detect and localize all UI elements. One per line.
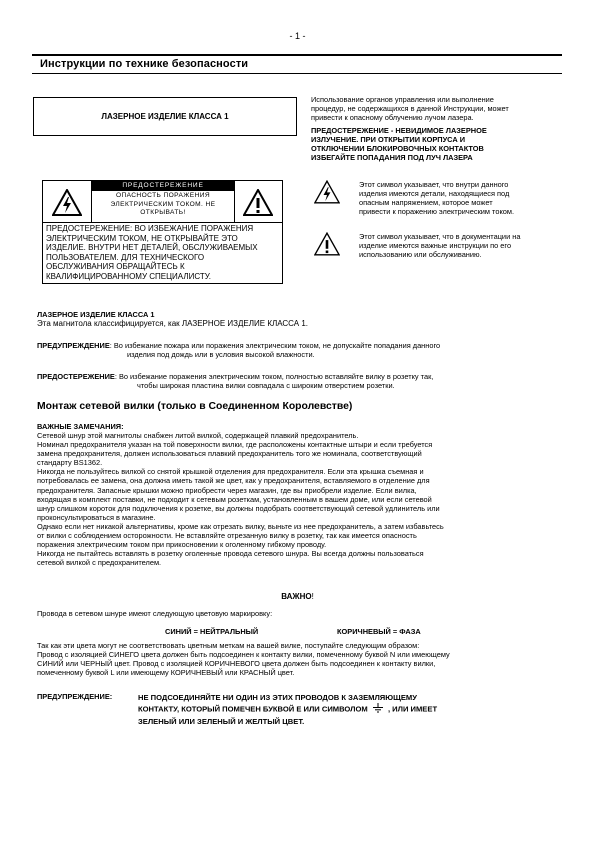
caution-label-header: ПРЕДОСТЕРЕЖЕНИЕ — [92, 181, 234, 191]
caution-label-top — [43, 181, 282, 223]
notes-line: шнур слишком короток для подключения к розетке, вы должны подобрать соответствующий сетевой удлинитель или — [37, 503, 440, 513]
symbol-explanation-exclamation — [311, 232, 561, 276]
final-warning-label: ПРЕДУПРЕЖДЕНИЕ: — [37, 692, 113, 701]
fire-warning-line2: изделия под дождь или в условия высокой влажности. — [127, 350, 315, 360]
caution-sub-line: ОПАСНОСТЬ ПОРАЖЕНИЯ — [115, 192, 211, 199]
caution-sub-line: ОТКРЫВАТЬ! — [140, 209, 186, 217]
final-line-2: КОНТАКТУ, КОТОРЫЙ ПОМЕЧЕН БУКВОЙ Е ИЛИ СИМВОЛОМ , ИЛИ ИМЕЕТ — [138, 703, 558, 716]
notes-line: поражения электрическим током при прикосновении к оголенному гибкому проводу. — [37, 540, 327, 550]
caution-label-center — [91, 181, 235, 223]
notes-line: Номинал предохранителя указан на той поверхности вилки, где расположены контактные штыри и если требуется — [37, 440, 433, 450]
symbol-explanation-lightning — [311, 180, 561, 224]
important-notes-body — [37, 431, 565, 567]
symbol2-text — [359, 232, 559, 259]
important-notes-title: ВАЖНЫЕ ЗАМЕЧАНИЯ: — [37, 422, 124, 431]
important-heading: ВАЖНО! — [281, 592, 314, 601]
wiring-instructions — [37, 641, 565, 677]
title-rule — [32, 73, 562, 74]
caution-body-line: ИЗДЕЛИЕ. ВНУТРИ НЕТ ДЕТАЛЕЙ, ОБСЛУЖИВАЕМЫХ — [46, 243, 258, 253]
final-line: НЕ ПОДСОЕДИНЯЙТЕ НИ ОДИН ИЗ ЭТИХ ПРОВОДОВ К ЗАЗЕМЛЯЮЩЕМУ — [138, 693, 417, 702]
wiring-line: помеченному буквой L или имеющему КОРИЧНЕВЫЙ или КРАСНЫЙ цвет. — [37, 668, 295, 678]
plug-caution — [37, 372, 565, 390]
caution-label — [42, 180, 283, 284]
warning-line: ИЗЛУЧЕНИЕ. ПРИ ОТКРЫТИИ КОРПУСА И — [311, 135, 466, 145]
caution-sub-line: ЭЛЕКТРИЧЕСКИМ ТОКОМ. НЕ — [110, 200, 216, 208]
symbol1-text — [359, 180, 559, 216]
plug-caution-line1: : Во избежание поражения электрическим током, полностью вставляйте вилку в розетку так, — [114, 372, 434, 381]
intro-line: привести к опасному облучению лучом лазера. — [311, 113, 474, 123]
notes-line: Сетевой шнур этой магнитолы снабжен литой вилкой, содержащей плавкий предохранитель. — [37, 431, 359, 440]
top-rule — [32, 54, 562, 56]
warning-line: ПРЕДОСТЕРЕЖЕНИЕ - НЕВИДИМОЕ ЛАЗЕРНОЕ — [311, 126, 487, 135]
caution-body-line: КВАЛИФИЦИРОВАННОМУ СПЕЦИАЛИСТУ. — [46, 271, 211, 281]
notes-line: входящая в комплект поставки, не подходит к сетевым розеткам, установленным в вашем доме, или если сетевой — [37, 494, 432, 504]
notes-line: проконсультироваться в магазине. — [37, 512, 156, 522]
symbol2-line: изделие имеются важные инструкции по его — [359, 241, 512, 251]
earth-ground-icon — [372, 703, 384, 716]
wiring-line: Провод с изоляцией СИНЕГО цвета должен быть подсоединен к контакту вилки, помеченному буквой N или имеющему — [37, 650, 450, 660]
class1-title: ЛАЗЕРНОЕ ИЗДЕЛИЕ КЛАССА 1 — [37, 310, 155, 319]
wiring-line: СИНИЙ или ЧЕРНЫЙ цвет. Провод с изоляцией КОРИЧНЕВОГО цвета должен быть подсоединен к контакту вилки, — [37, 659, 436, 669]
page-number: - 1 - — [289, 31, 306, 41]
notes-line: замена предохранителя, должен использоваться плавкий предохранитель того же номинала, соответствующий — [37, 449, 422, 459]
plug-caution-label: ПРЕДОСТЕРЕЖЕНИЕ — [37, 372, 115, 381]
notes-line: сетевой вилкой с предохранителем. — [37, 558, 162, 568]
section-title: Инструкции по технике безопасности — [40, 58, 249, 70]
exclamation-warning-icon — [234, 181, 282, 223]
caution-label-body — [46, 224, 280, 282]
invisible-laser-warning — [311, 126, 561, 162]
laser-class-box — [33, 97, 297, 136]
fire-warning-line1: : Во избежание пожара или поражения электрическим током, не допускайте попадания данного — [109, 341, 441, 350]
symbol1-line: Этот символ указывает, что внутри данного — [359, 180, 509, 189]
plug-section-heading: Монтаж сетевой вилки (только в Соединенном Королевстве) — [37, 401, 353, 412]
final-warning-text — [138, 692, 558, 728]
blue-neutral-label: СИНИЙ = НЕЙТРАЛЬНЫЙ — [165, 627, 259, 636]
notes-line: Никогда не пытайтесь вставлять в розетку оголенные провода сетевого шнура. Вы всегда должны пользоваться — [37, 549, 424, 559]
laser-class-label: ЛАЗЕРНОЕ ИЗДЕЛИЕ КЛАССА 1 — [101, 112, 229, 121]
wiring-line: Так как эти цвета могут не соответствовать цветным меткам на вашей вилке, поступайте следующим образом: — [37, 641, 420, 650]
symbol2-line: Этот символ указывает, что в документации на — [359, 232, 521, 241]
caution-body-line: ПРЕДОСТЕРЕЖЕНИЕ: ВО ИЗБЕЖАНИЕ ПОРАЖЕНИЯ — [46, 224, 254, 233]
notes-line: от вилки с соблюдением осторожности. Не вставляйте отрезанную вилку в розетку, так как имеется опасность — [37, 531, 417, 541]
notes-line: Однако если нет никакой альтернативы, кроме как отрезать вилку, выньте из нее предохранитель, а затем избавьтесь — [37, 521, 444, 531]
intro-line: процедур, не содержащихся в данной Инструкции, может — [311, 104, 509, 114]
caution-body-line: ПОЛЬЗОВАТЕЛЕМ. ДЛЯ ТЕХНИЧЕСКОГО — [46, 252, 205, 262]
class1-text: Эта магнитола классифицируется, как ЛАЗЕРНОЕ ИЗДЕЛИЕ КЛАССА 1. — [37, 319, 308, 328]
colour-intro: Провода в сетевом шнуре имеют следующую цветовую маркировку: — [37, 609, 273, 618]
warning-line: ОТКЛЮЧЕНИИ БЛОКИРОВОЧНЫХ КОНТАКТОВ — [311, 144, 484, 154]
caution-divider — [43, 222, 282, 223]
symbol1-line: изделия имеются детали, находящиеся под — [359, 189, 510, 199]
warning-line: ИЗБЕГАЙТЕ ПОПАДАНИЯ ПОД ЛУЧ ЛАЗЕРА — [311, 153, 473, 163]
symbol1-line: опасным напряжением, которое может — [359, 198, 493, 208]
intro-line: Использование органов управления или выполнение — [311, 95, 494, 104]
symbol1-line: привести к поражению электрическим током. — [359, 207, 515, 217]
caution-body-line: ЭЛЕКТРИЧЕСКИМ ТОКОМ, НЕ ОТКРЫВАЙТЕ ЭТО — [46, 233, 238, 243]
lightning-triangle-icon — [314, 180, 340, 206]
notes-line: потребовалась ее замена, она должна иметь такой же цвет, как у предохранителя, вставляемого в отделение для — [37, 476, 430, 486]
laser-intro-text — [311, 95, 561, 122]
brown-live-label: КОРИЧНЕВЫЙ = ФАЗА — [337, 627, 421, 636]
exclamation-triangle-icon — [314, 232, 340, 258]
final-line: ЗЕЛЕНЫЙ ИЛИ ЗЕЛЕНЫЙ И ЖЕЛТЫЙ ЦВЕТ. — [138, 717, 305, 727]
symbol2-line: использованию или обслуживанию. — [359, 250, 482, 260]
notes-line: предохранителя. Запасные крышки можно приобрести через магазин, где вы приобрели изделие. Если вилка, — [37, 485, 417, 495]
plug-caution-line2: чтобы широкая пластина вилки совпадала с широким отверстием розетки. — [137, 381, 395, 391]
fire-warning-label: ПРЕДУПРЕЖДЕНИЕ — [37, 341, 110, 350]
notes-line: стандарту BS1362. — [37, 458, 103, 468]
notes-line: Никогда не пользуйтесь вилкой со снятой крышкой отделения для предохранителя. Если эта крышка съемная и — [37, 467, 424, 477]
caution-body-line: ОБСЛУЖИВАНИЯ ОБРАЩАЙТЕСЬ К — [46, 262, 185, 272]
fire-warning — [37, 341, 565, 359]
lightning-warning-icon — [43, 181, 91, 223]
caution-label-sub — [92, 191, 234, 218]
